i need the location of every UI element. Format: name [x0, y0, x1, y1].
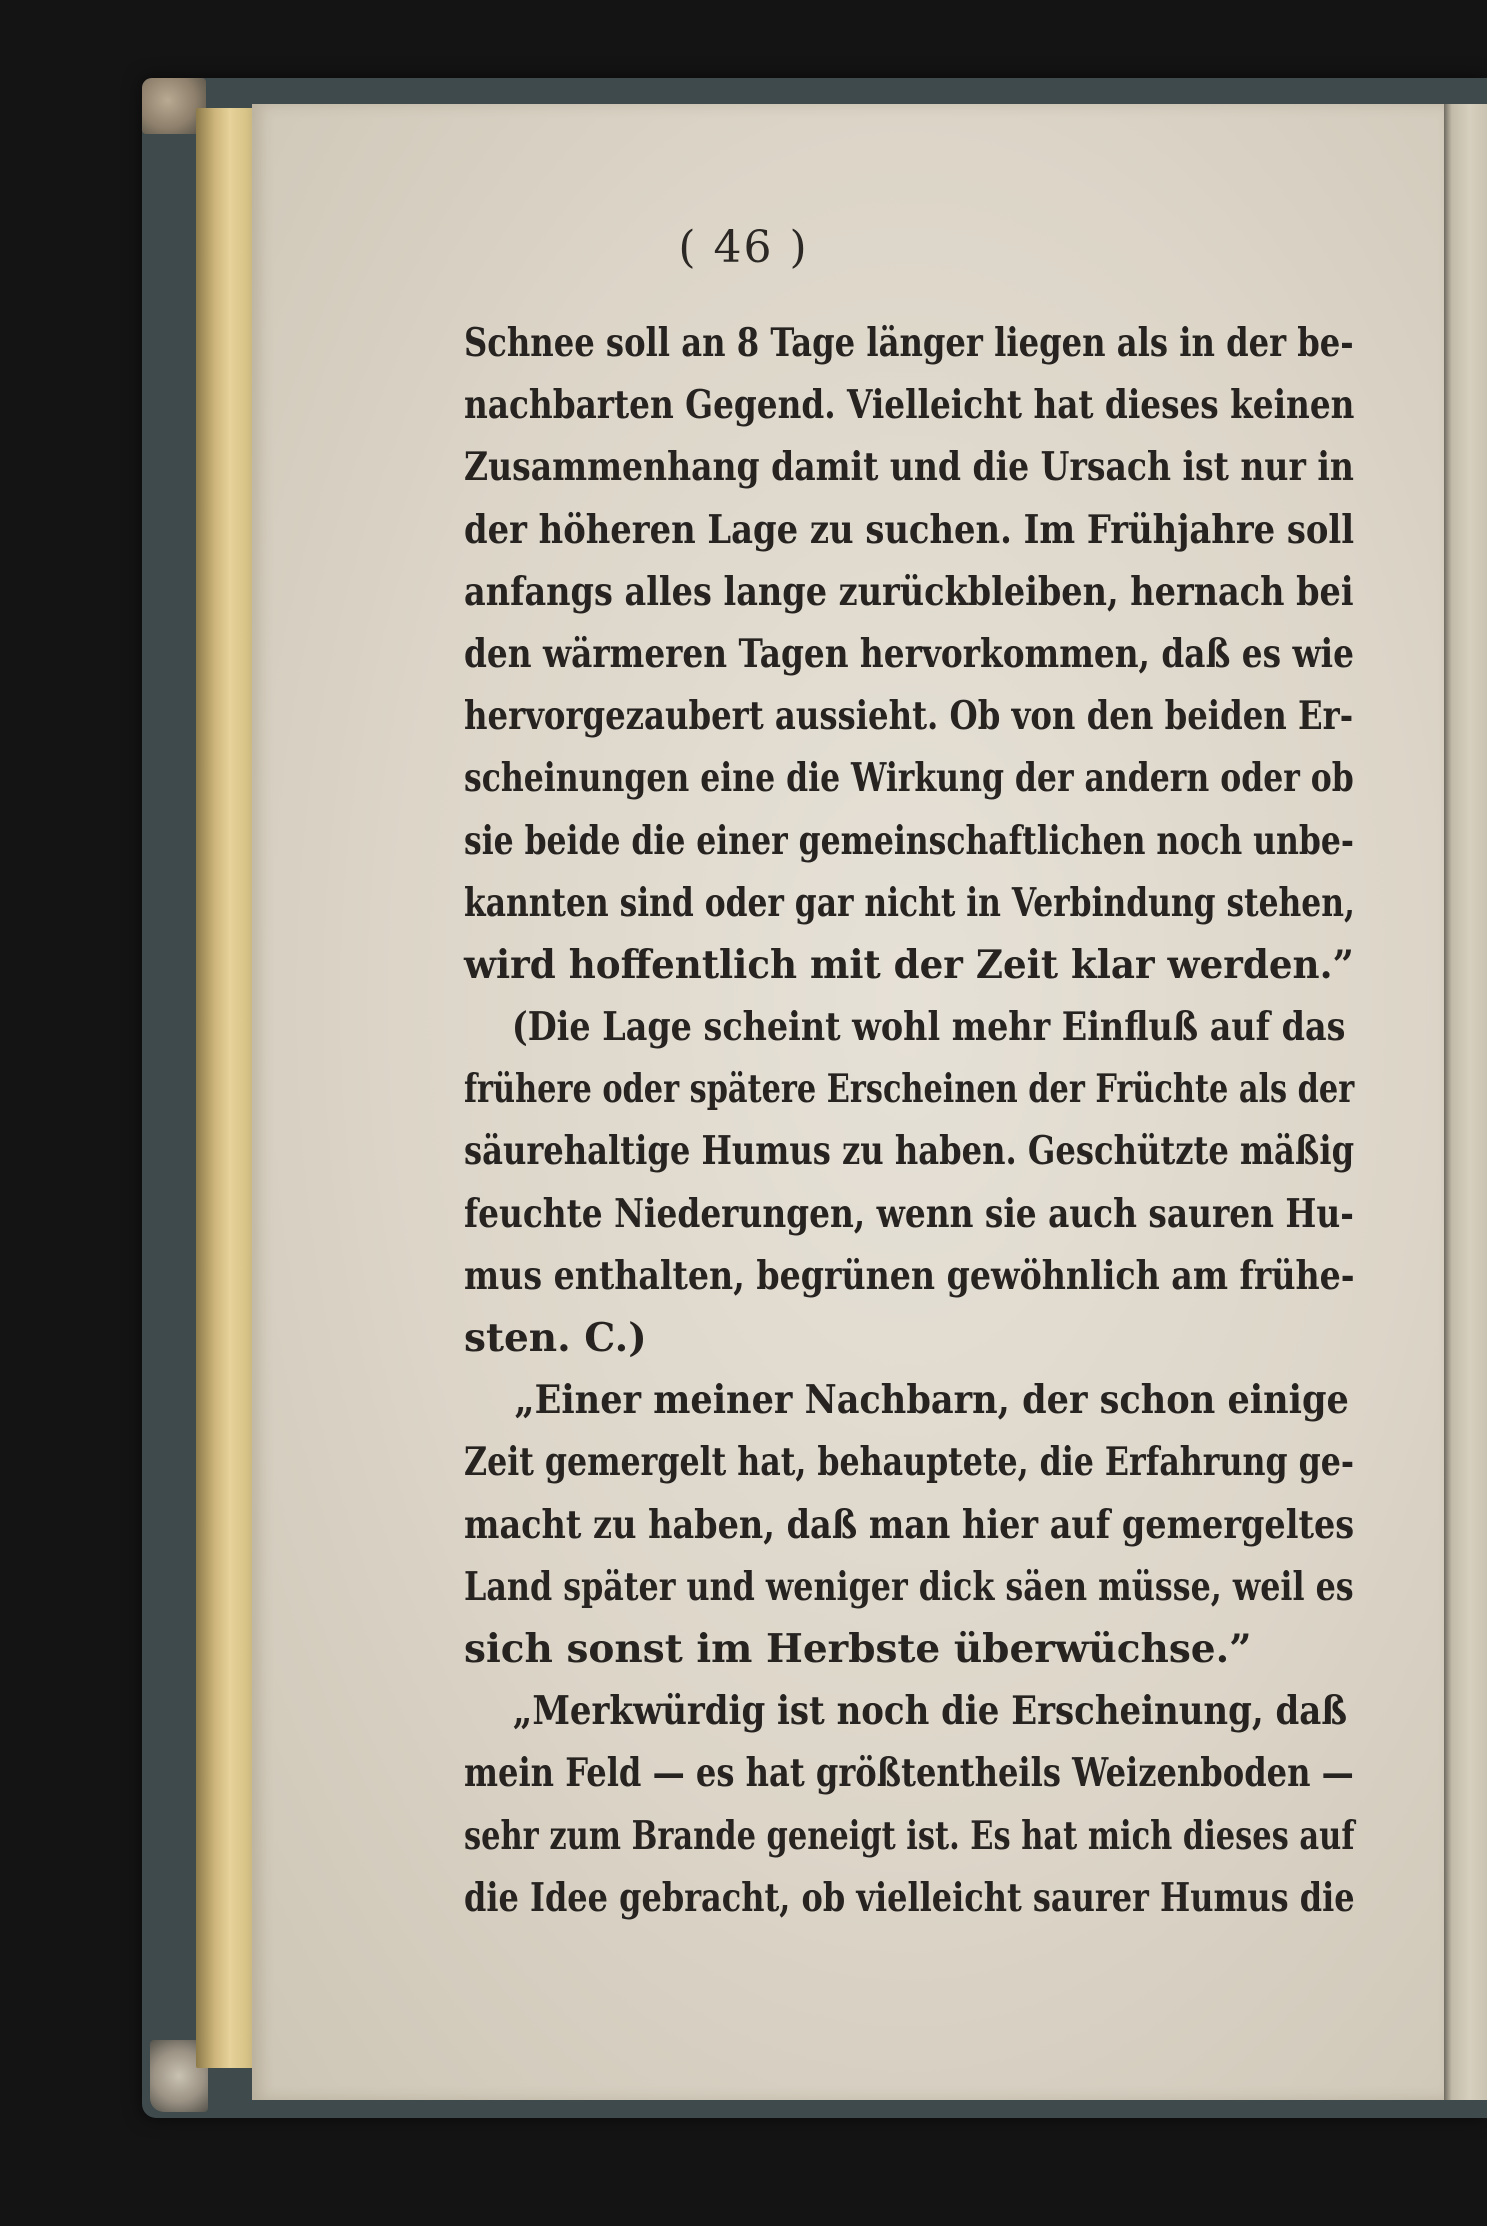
text-line: wird hoffentlich mit der Zeit klar werden.” — [464, 941, 1354, 988]
text-line: sie beide die einer gemeinschaftlichen noch unbe- — [464, 817, 1354, 864]
next-page-edge — [1444, 104, 1487, 2100]
text-line: sten. C.) — [464, 1315, 647, 1361]
text-line: hervorgezaubert aussieht. Ob von den beiden Er- — [464, 693, 1354, 740]
text-line: scheinungen eine die Wirkung der andern oder ob — [464, 755, 1354, 802]
page-number: ( 46 ) — [678, 222, 809, 273]
text-line: „Einer meiner Nachbarn, der schon einige — [514, 1377, 1349, 1424]
text-line: mus enthalten, begrünen gewöhnlich am frühe- — [464, 1252, 1355, 1299]
text-line: „Merkwürdig ist noch die Erscheinung, daß — [512, 1688, 1348, 1735]
text-line: feuchte Niederungen, wenn sie auch sauren Hu- — [464, 1190, 1354, 1237]
text-line: den wärmeren Tagen hervorkommen, daß es wie — [464, 630, 1354, 677]
text-line: kannten sind oder gar nicht in Verbindung stehen, — [464, 879, 1355, 926]
body-text — [464, 312, 1354, 1929]
text-line: nachbarten Gegend. Vielleicht hat dieses keinen — [464, 382, 1355, 429]
page-edges — [196, 108, 258, 2068]
text-line: Schnee soll an 8 Tage länger liegen als in der be- — [464, 320, 1354, 366]
text-line: Zusammenhang damit und die Ursach ist nur in — [464, 444, 1354, 491]
text-line: frühere oder spätere Erscheinen der Früchte als der — [464, 1066, 1355, 1113]
text-line: säurehaltige Humus zu haben. Geschützte mäßig — [464, 1128, 1355, 1175]
text-line: die Idee gebracht, ob vielleicht saurer Humus die — [464, 1874, 1355, 1921]
text-line: Land später und weniger dick säen müsse, weil es — [464, 1563, 1354, 1610]
text-line: sehr zum Brande geneigt ist. Es hat mich dieses auf — [464, 1812, 1355, 1859]
text-line: (Die Lage scheint wohl mehr Einfluß auf das — [511, 1004, 1346, 1051]
text-line: anfangs alles lange zurückbleiben, hernach bei — [464, 568, 1354, 615]
text-line: sich sonst im Herbste überwüchse.” — [464, 1625, 1252, 1672]
text-line: macht zu haben, daß man hier auf gemergeltes — [464, 1501, 1355, 1548]
text-line: mein Feld — es hat größtentheils Weizenboden — — [464, 1750, 1354, 1797]
text-line: der höheren Lage zu suchen. Im Frühjahre soll — [464, 506, 1355, 553]
text-line: Zeit gemergelt hat, behauptete, die Erfahrung ge- — [464, 1439, 1354, 1486]
